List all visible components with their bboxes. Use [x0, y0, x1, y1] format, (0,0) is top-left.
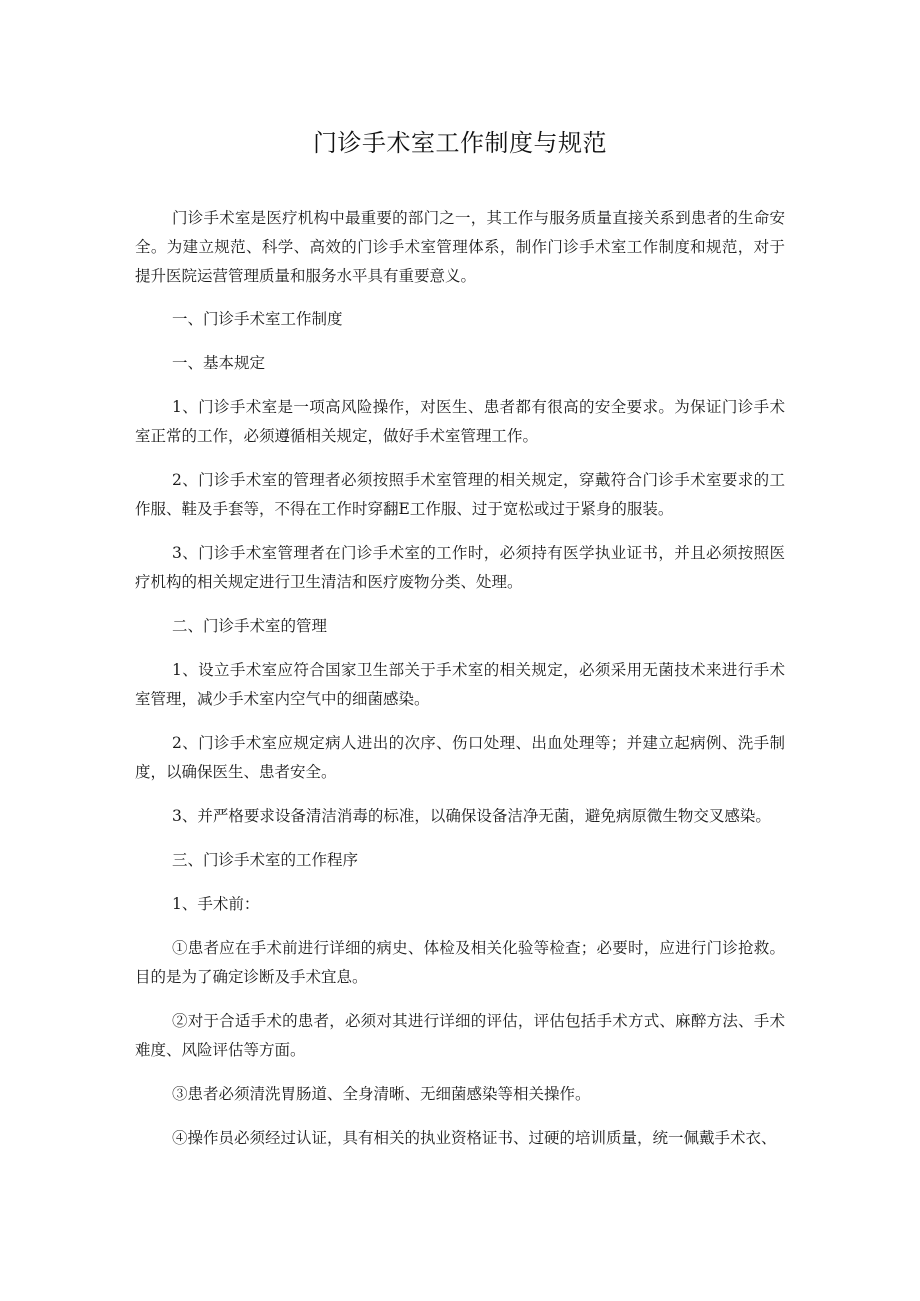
subsection-heading-basic-rules: 一、基本规定 [172, 354, 266, 372]
basic-rule-2: 2、门诊手术室的管理者必须按照手术室管理的相关规定，穿戴符合门诊手术室要求的工作服、鞋及手套等，不得在工作时穿翻E工作服、过于宽松或过于紧身的服装。 [135, 471, 785, 518]
procedure-item-3: ③患者必须清洗胃肠道、全身清晰、无细菌感染等相关操作。 [172, 1085, 591, 1103]
management-rule-1: 1、设立手术室应符合国家卫生部关于手术室的相关规定，必须采用无菌技术来进行手术室管理，减少手术室内空气中的细菌感染。 [135, 661, 785, 708]
document-body [135, 204, 785, 1168]
basic-rule-3: 3、门诊手术室管理者在门诊手术室的工作时，必须持有医学执业证书，并且必须按照医疗机构的相关规定进行卫生清洁和医疗废物分类、处理。 [135, 544, 785, 591]
management-rule-2: 2、门诊手术室应规定病人进出的次序、伤口处理、出血处理等；并建立起病例、洗手制度，以确保医生、患者安全。 [135, 734, 785, 781]
procedure-item-2: ②对于合适手术的患者，必须对其进行详细的评估，评估包括手术方式、麻醉方法、手术难度、风险评估等方面。 [135, 1012, 785, 1059]
basic-rule-1: 1、门诊手术室是一项高风险操作，对医生、患者都有很高的安全要求。为保证门诊手术室正常的工作，必须遵循相关规定，做好手术室管理工作。 [135, 398, 785, 445]
document-title: 门诊手术室工作制度与规范 [313, 129, 607, 157]
procedure-step-before-surgery: 1、手术前： [172, 895, 260, 913]
procedure-item-4: ④操作员必须经过认证，具有相关的执业资格证书、过硬的培训质量，统一佩戴手术衣、 [172, 1129, 777, 1147]
management-rule-3: 3、并严格要求设备清洁消毒的标准，以确保设备洁净无菌，避免病原微生物交叉感染。 [172, 807, 771, 825]
section-heading-work-system: 一、门诊手术室工作制度 [172, 310, 343, 328]
procedure-item-1: ①患者应在手术前进行详细的病史、体检及相关化验等检查；必要时，应进行门诊抢救。目的是为了确定诊断及手术宜息。 [135, 939, 785, 986]
section-heading-work-procedure: 三、门诊手术室的工作程序 [172, 851, 359, 869]
intro-paragraph: 门诊手术室是医疗机构中最重要的部门之一，其工作与服务质量直接关系到患者的生命安全。为建立规范、科学、高效的门诊手术室管理体系，制作门诊手术室工作制度和规范，对于提升医院运营管理质量和服务水平具有重要意义。 [135, 209, 785, 285]
section-heading-management: 二、门诊手术室的管理 [172, 617, 328, 635]
